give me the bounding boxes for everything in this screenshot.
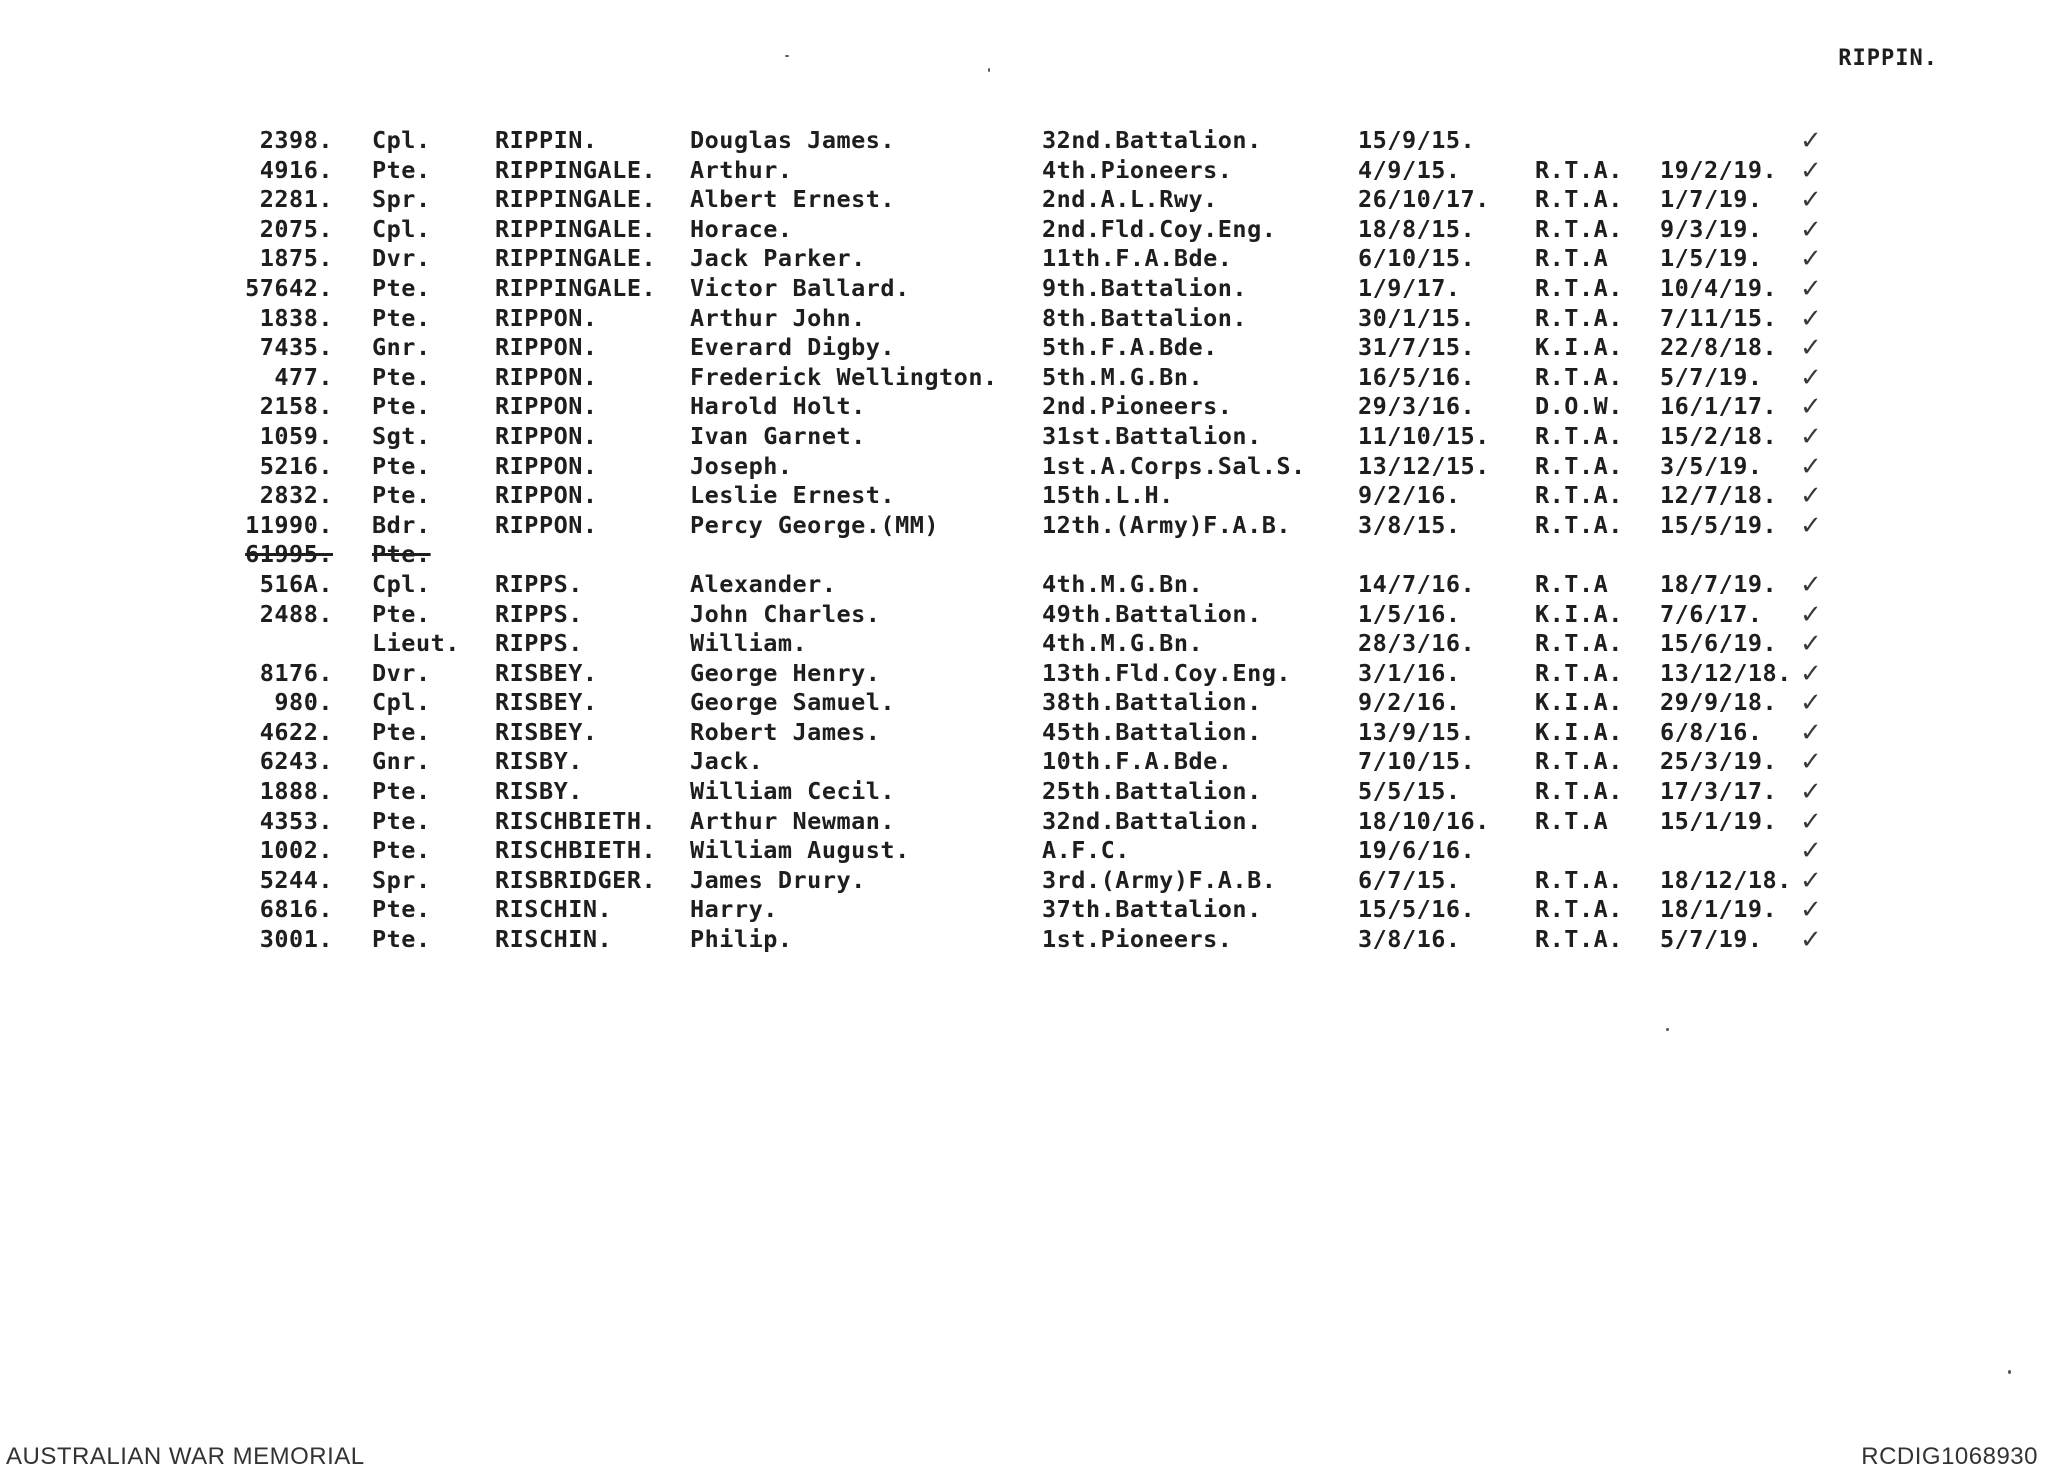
surname: RIPPINGALE. (495, 244, 657, 273)
surname: RISCHIN. (495, 925, 613, 954)
roll-entry (0, 777, 2048, 807)
roll-entry (0, 274, 2048, 304)
enlistment-date: 13/9/15. (1358, 717, 1476, 746)
scan-speck (988, 68, 990, 72)
check-mark: ✓ (1800, 688, 1823, 719)
surname: RISBEY. (495, 658, 598, 687)
service-number: 1838. (259, 303, 333, 332)
given-names: Leslie Ernest. (690, 481, 896, 510)
fate: R.T.A. (1535, 777, 1623, 806)
fate-date: 15/5/19. (1660, 510, 1778, 539)
enlistment-date: 1/5/16. (1358, 599, 1461, 628)
surname: RISCHBIETH. (495, 806, 657, 835)
fate: R.T.A. (1535, 155, 1623, 184)
service-number: 2488. (259, 599, 333, 628)
enlistment-date: 15/9/15. (1358, 126, 1476, 154)
unit: 38th.Battalion. (1042, 688, 1262, 717)
service-number: 11990. (245, 510, 333, 539)
roll-entry (0, 126, 2048, 156)
given-names: Alexander. (690, 569, 837, 598)
enlistment-date: 28/3/16. (1358, 629, 1476, 658)
surname: RIPPINGALE. (495, 185, 657, 214)
enlistment-date: 13/12/15. (1358, 451, 1490, 480)
enlistment-date: 5/5/15. (1358, 777, 1461, 806)
enlistment-date: 9/2/16. (1358, 481, 1461, 510)
check-mark: ✓ (1800, 717, 1823, 748)
check-mark: ✓ (1800, 392, 1823, 423)
unit: 4th.M.G.Bn. (1042, 569, 1204, 598)
fate: R.T.A (1535, 244, 1609, 273)
rank: Pte. (372, 481, 431, 510)
unit: 12th.(Army)F.A.B. (1042, 510, 1292, 539)
fate-date: 15/2/18. (1660, 421, 1778, 450)
service-number: 1875. (259, 244, 333, 273)
check-mark: ✓ (1800, 126, 1823, 156)
unit: 13th.Fld.Coy.Eng. (1042, 658, 1292, 687)
enlistment-date: 26/10/17. (1358, 185, 1490, 214)
roll-entry (0, 688, 2048, 718)
surname: RIPPINGALE. (495, 273, 657, 302)
given-names: Victor Ballard. (690, 273, 910, 302)
check-mark: ✓ (1800, 629, 1823, 660)
check-mark: ✓ (1800, 244, 1823, 275)
unit: 45th.Battalion. (1042, 717, 1262, 746)
check-mark: ✓ (1800, 747, 1823, 778)
record-identifier: RCDIG1068930 (1861, 1443, 2038, 1470)
roll-entry (0, 540, 2048, 570)
rank: Dvr. (372, 244, 431, 273)
service-number: 7435. (259, 333, 333, 362)
fate-date: 13/12/18. (1660, 658, 1792, 687)
surname: RISBEY. (495, 717, 598, 746)
surname: RISBRIDGER. (495, 865, 657, 894)
unit: 15th.L.H. (1042, 481, 1174, 510)
enlistment-date: 7/10/15. (1358, 747, 1476, 776)
unit: 3rd.(Army)F.A.B. (1042, 865, 1277, 894)
surname: RISCHBIETH. (495, 836, 657, 865)
enlistment-date: 3/1/16. (1358, 658, 1461, 687)
fate-date: 3/5/19. (1660, 451, 1763, 480)
rank: Sgt. (372, 421, 431, 450)
unit: 11th.F.A.Bde. (1042, 244, 1233, 273)
enlistment-date: 3/8/16. (1358, 925, 1461, 954)
roll-entry (0, 600, 2048, 630)
unit: 2nd.Fld.Coy.Eng. (1042, 214, 1277, 243)
enlistment-date: 15/5/16. (1358, 895, 1476, 924)
given-names: Douglas James. (690, 126, 896, 154)
rank: Spr. (372, 865, 431, 894)
rank: Gnr. (372, 747, 431, 776)
service-number: 6243. (259, 747, 333, 776)
unit: 2nd.Pioneers. (1042, 392, 1233, 421)
given-names: Everard Digby. (690, 333, 896, 362)
roll-entry (0, 836, 2048, 866)
rank: Pte. (372, 155, 431, 184)
service-number: 1002. (259, 836, 333, 865)
fate-date: 15/6/19. (1660, 629, 1778, 658)
service-number: 516A. (259, 569, 333, 598)
archive-credit: AUSTRALIAN WAR MEMORIAL (6, 1443, 365, 1470)
unit: 1st.A.Corps.Sal.S. (1042, 451, 1306, 480)
fate: K.I.A. (1535, 717, 1623, 746)
enlistment-date: 4/9/15. (1358, 155, 1461, 184)
surname: RIPPON. (495, 421, 598, 450)
service-number: 980. (274, 688, 333, 717)
check-mark: ✓ (1800, 421, 1823, 452)
service-number: 2281. (259, 185, 333, 214)
roll-entry (0, 511, 2048, 541)
check-mark: ✓ (1800, 481, 1823, 512)
rank: Pte. (372, 273, 431, 302)
check-mark: ✓ (1800, 333, 1823, 364)
roll-entry (0, 185, 2048, 215)
given-names: Jack. (690, 747, 764, 776)
check-mark: ✓ (1800, 303, 1823, 334)
service-number: 2832. (259, 481, 333, 510)
given-names: Arthur John. (690, 303, 866, 332)
roll-entry (0, 866, 2048, 896)
fate-date: 5/7/19. (1660, 362, 1763, 391)
service-number: 3001. (259, 925, 333, 954)
fate: R.T.A. (1535, 747, 1623, 776)
given-names: Joseph. (690, 451, 793, 480)
fate: R.T.A. (1535, 303, 1623, 332)
unit: 25th.Battalion. (1042, 777, 1262, 806)
surname: RIPPON. (495, 303, 598, 332)
unit: 49th.Battalion. (1042, 599, 1262, 628)
fate: R.T.A. (1535, 214, 1623, 243)
roll-entry (0, 718, 2048, 748)
enlistment-date: 6/7/15. (1358, 865, 1461, 894)
surname: RIPPON. (495, 392, 598, 421)
fate-date: 10/4/19. (1660, 273, 1778, 302)
surname: RIPPON. (495, 481, 598, 510)
fate: R.T.A. (1535, 481, 1623, 510)
fate: D.O.W. (1535, 392, 1623, 421)
fate: R.T.A (1535, 569, 1609, 598)
service-number: 4916. (259, 155, 333, 184)
check-mark: ✓ (1800, 806, 1823, 837)
fate-date: 17/3/17. (1660, 777, 1778, 806)
unit: 5th.M.G.Bn. (1042, 362, 1204, 391)
fate-date: 16/1/17. (1660, 392, 1778, 421)
enlistment-date: 18/8/15. (1358, 214, 1476, 243)
unit: 10th.F.A.Bde. (1042, 747, 1233, 776)
fate: R.T.A. (1535, 451, 1623, 480)
check-mark: ✓ (1800, 510, 1823, 541)
surname: RIPPINGALE. (495, 155, 657, 184)
service-number: 2398. (259, 126, 333, 154)
unit: 32nd.Battalion. (1042, 806, 1262, 835)
fate: R.T.A. (1535, 895, 1623, 924)
roll-entry (0, 807, 2048, 837)
check-mark: ✓ (1800, 185, 1823, 216)
surname: RISBEY. (495, 688, 598, 717)
service-number: 2158. (259, 392, 333, 421)
given-names: Robert James. (690, 717, 881, 746)
given-names: Philip. (690, 925, 793, 954)
given-names: George Samuel. (690, 688, 896, 717)
given-names: Arthur Newman. (690, 806, 896, 835)
rank: Pte. (372, 392, 431, 421)
service-number: 2075. (259, 214, 333, 243)
roll-entry (0, 895, 2048, 925)
enlistment-date: 9/2/16. (1358, 688, 1461, 717)
scan-speck (785, 55, 789, 57)
given-names: Harold Holt. (690, 392, 866, 421)
fate-date: 1/7/19. (1660, 185, 1763, 214)
fate-date: 19/2/19. (1660, 155, 1778, 184)
enlistment-date: 16/5/16. (1358, 362, 1476, 391)
roll-entry (0, 363, 2048, 393)
surname: RISCHIN. (495, 895, 613, 924)
rank: Pte. (372, 362, 431, 391)
enlistment-date: 14/7/16. (1358, 569, 1476, 598)
fate-date: 6/8/16. (1660, 717, 1763, 746)
fate: R.T.A. (1535, 185, 1623, 214)
rank: Pte. (372, 717, 431, 746)
check-mark: ✓ (1800, 865, 1823, 896)
enlistment-date: 6/10/15. (1358, 244, 1476, 273)
surname: RIPPS. (495, 569, 583, 598)
service-number: 1059. (259, 421, 333, 450)
enlistment-date: 1/9/17. (1358, 273, 1461, 302)
unit: 9th.Battalion. (1042, 273, 1248, 302)
unit: 5th.F.A.Bde. (1042, 333, 1218, 362)
service-number: 57642. (245, 273, 333, 302)
unit: A.F.C. (1042, 836, 1130, 865)
rank: Gnr. (372, 333, 431, 362)
enlistment-date: 31/7/15. (1358, 333, 1476, 362)
check-mark: ✓ (1800, 925, 1823, 956)
check-mark: ✓ (1800, 214, 1823, 245)
given-names: Jack Parker. (690, 244, 866, 273)
scan-speck (1666, 1028, 1669, 1031)
rank: Pte. (372, 806, 431, 835)
given-names: Frederick Wellington. (690, 362, 998, 391)
enlistment-date: 18/10/16. (1358, 806, 1490, 835)
fate: R.T.A. (1535, 510, 1623, 539)
given-names: William August. (690, 836, 910, 865)
nominal-roll-list (0, 126, 2048, 955)
surname: RISBY. (495, 747, 583, 776)
roll-entry (0, 481, 2048, 511)
rank: Pte. (372, 303, 431, 332)
service-number: 5244. (259, 865, 333, 894)
service-number: 1888. (259, 777, 333, 806)
surname: RIPPIN. (495, 126, 598, 154)
fate-date: 15/1/19. (1660, 806, 1778, 835)
rank: Pte. (372, 895, 431, 924)
check-mark: ✓ (1800, 658, 1823, 689)
roll-entry (0, 452, 2048, 482)
check-mark: ✓ (1800, 155, 1823, 186)
enlistment-date: 29/3/16. (1358, 392, 1476, 421)
fate-date: 9/3/19. (1660, 214, 1763, 243)
check-mark: ✓ (1800, 362, 1823, 393)
unit: 4th.Pioneers. (1042, 155, 1233, 184)
rank: Pte. (372, 451, 431, 480)
rank: Pte. (372, 540, 431, 569)
fate: R.T.A. (1535, 421, 1623, 450)
given-names: John Charles. (690, 599, 881, 628)
surname: RISBY. (495, 777, 583, 806)
fate-date: 7/6/17. (1660, 599, 1763, 628)
fate: R.T.A. (1535, 629, 1623, 658)
rank: Cpl. (372, 569, 431, 598)
given-names: William. (690, 629, 808, 658)
surname: RIPPS. (495, 599, 583, 628)
unit: 2nd.A.L.Rwy. (1042, 185, 1218, 214)
unit: 4th.M.G.Bn. (1042, 629, 1204, 658)
service-number: 61995. (245, 540, 333, 569)
surname: RIPPON. (495, 362, 598, 391)
surname: RIPPON. (495, 451, 598, 480)
fate-date: 29/9/18. (1660, 688, 1778, 717)
enlistment-date: 11/10/15. (1358, 421, 1490, 450)
roll-entry (0, 244, 2048, 274)
fate-date: 18/7/19. (1660, 569, 1778, 598)
roll-entry (0, 629, 2048, 659)
check-mark: ✓ (1800, 777, 1823, 808)
given-names: Arthur. (690, 155, 793, 184)
roll-entry (0, 659, 2048, 689)
rank: Dvr. (372, 658, 431, 687)
surname: RIPPINGALE. (495, 214, 657, 243)
check-mark: ✓ (1800, 895, 1823, 926)
roll-entry (0, 747, 2048, 777)
check-mark: ✓ (1800, 599, 1823, 630)
surname: RIPPON. (495, 510, 598, 539)
given-names: Harry. (690, 895, 778, 924)
unit: 32nd.Battalion. (1042, 126, 1262, 154)
given-names: James Drury. (690, 865, 866, 894)
rank: Spr. (372, 185, 431, 214)
given-names: Percy George.(MM) (690, 510, 940, 539)
fate: R.T.A. (1535, 865, 1623, 894)
fate-date: 18/12/18. (1660, 865, 1792, 894)
rank: Pte. (372, 836, 431, 865)
roll-entry (0, 215, 2048, 245)
surname: RIPPON. (495, 333, 598, 362)
service-number: 4353. (259, 806, 333, 835)
enlistment-date: 30/1/15. (1358, 303, 1476, 332)
check-mark: ✓ (1800, 569, 1823, 600)
roll-entry (0, 925, 2048, 955)
fate: R.T.A (1535, 806, 1609, 835)
fate: R.T.A. (1535, 658, 1623, 687)
service-number: 5216. (259, 451, 333, 480)
roll-entry (0, 333, 2048, 363)
unit: 31st.Battalion. (1042, 421, 1262, 450)
rank: Pte. (372, 925, 431, 954)
index-surname-header: RIPPIN. (1838, 46, 1938, 71)
roll-entry (0, 304, 2048, 334)
fate: R.T.A. (1535, 273, 1623, 302)
fate: R.T.A. (1535, 925, 1623, 954)
fate: R.T.A. (1535, 362, 1623, 391)
check-mark: ✓ (1800, 451, 1823, 482)
fate-date: 22/8/18. (1660, 333, 1778, 362)
rank: Cpl. (372, 126, 431, 154)
scan-speck (2008, 1370, 2011, 1374)
unit: 8th.Battalion. (1042, 303, 1248, 332)
service-number: 4622. (259, 717, 333, 746)
roll-entry (0, 422, 2048, 452)
fate: K.I.A. (1535, 333, 1623, 362)
roll-entry (0, 392, 2048, 422)
rank: Lieut. (372, 629, 460, 658)
rank: Pte. (372, 777, 431, 806)
roll-entry (0, 570, 2048, 600)
service-number: 8176. (259, 658, 333, 687)
fate-date: 12/7/18. (1660, 481, 1778, 510)
given-names: Horace. (690, 214, 793, 243)
given-names: Ivan Garnet. (690, 421, 866, 450)
enlistment-date: 3/8/15. (1358, 510, 1461, 539)
check-mark: ✓ (1800, 273, 1823, 304)
fate: K.I.A. (1535, 688, 1623, 717)
given-names: George Henry. (690, 658, 881, 687)
fate-date: 18/1/19. (1660, 895, 1778, 924)
rank: Cpl. (372, 688, 431, 717)
unit: 1st.Pioneers. (1042, 925, 1233, 954)
fate-date: 25/3/19. (1660, 747, 1778, 776)
fate-date: 1/5/19. (1660, 244, 1763, 273)
check-mark: ✓ (1800, 836, 1823, 867)
given-names: William Cecil. (690, 777, 896, 806)
fate: K.I.A. (1535, 599, 1623, 628)
rank: Pte. (372, 599, 431, 628)
rank: Bdr. (372, 510, 431, 539)
given-names: Albert Ernest. (690, 185, 896, 214)
unit: 37th.Battalion. (1042, 895, 1262, 924)
fate-date: 5/7/19. (1660, 925, 1763, 954)
service-number: 6816. (259, 895, 333, 924)
rank: Cpl. (372, 214, 431, 243)
roll-entry (0, 156, 2048, 186)
fate-date: 7/11/15. (1660, 303, 1778, 332)
service-number: 477. (274, 362, 333, 391)
enlistment-date: 19/6/16. (1358, 836, 1476, 865)
surname: RIPPS. (495, 629, 583, 658)
